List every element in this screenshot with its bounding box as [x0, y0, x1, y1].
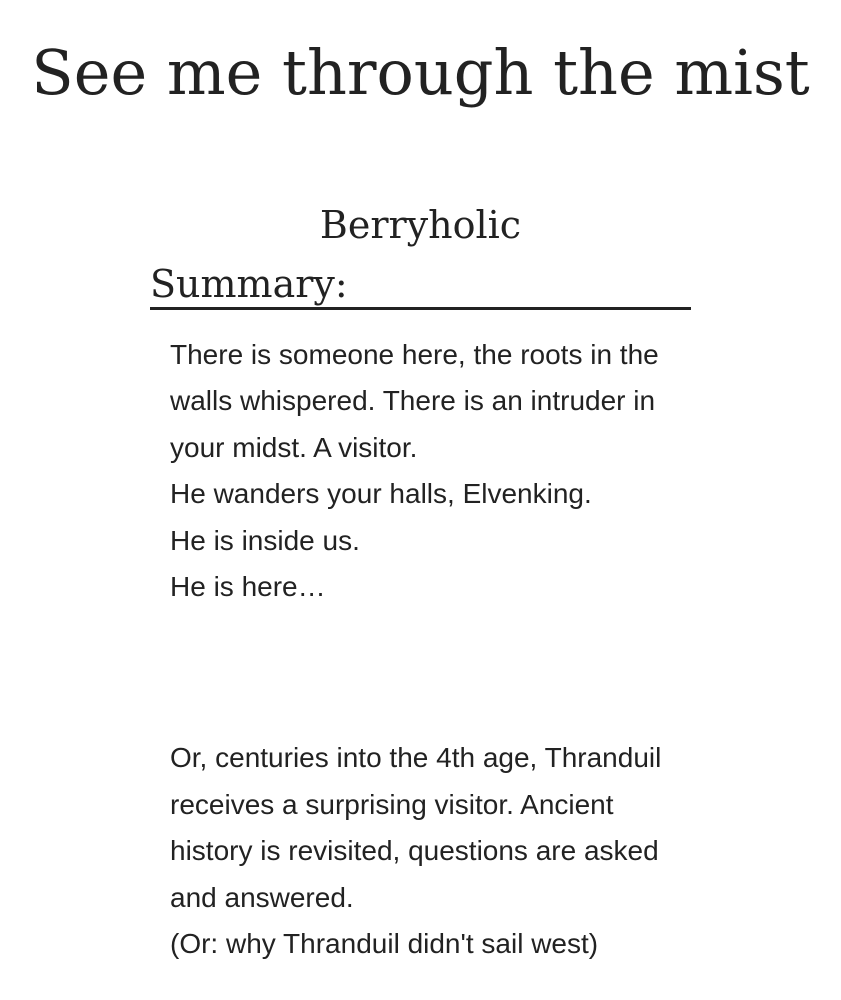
- work-title: See me through the mist: [31, 36, 810, 109]
- summary-line: (Or: why Thranduil didn't sail west): [170, 928, 599, 960]
- summary-line: Or, centuries into the 4th age, Thranduil receives a surprising visitor. Ancient history is revisited, questions are asked and answered.: [170, 742, 662, 913]
- summary-line: He wanders your halls, Elvenking.: [170, 478, 592, 510]
- author-link[interactable]: Berryholic: [319, 203, 522, 247]
- summary-line: He is inside us.: [170, 524, 360, 556]
- summary-heading: Summary:: [150, 262, 691, 310]
- paragraph-gap: [170, 610, 690, 735]
- summary-line: There is someone here, the roots in the walls whispered. There is an intruder in your midst. A visitor.: [170, 339, 659, 463]
- summary-body: [170, 332, 690, 967]
- summary-line: He is here…: [170, 571, 326, 603]
